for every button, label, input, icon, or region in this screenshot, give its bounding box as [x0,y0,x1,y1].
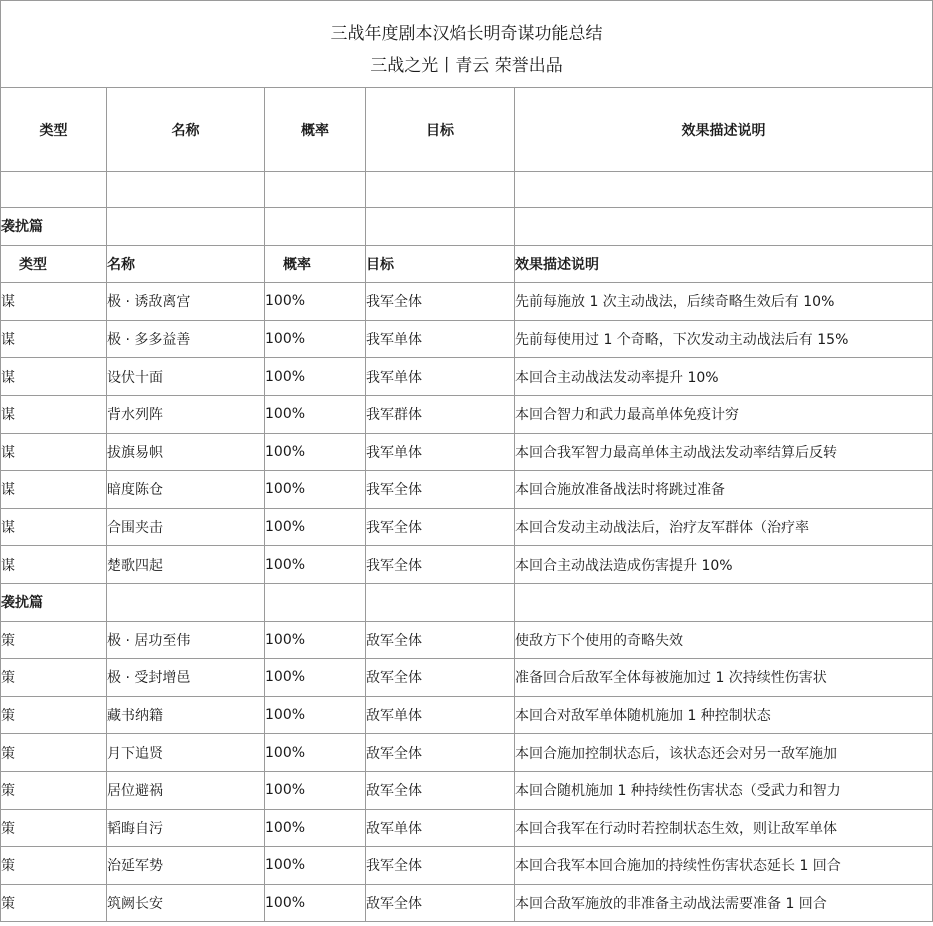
strategy-table [0,87,933,922]
table-cell [366,208,515,246]
cell-probability: 100% [265,696,366,734]
cell-description: 本回合敌军施放的非准备主动战法需要准备 1 回合 [515,884,933,922]
table-row [1,433,933,471]
table-row [1,659,933,697]
cell-target: 敌军单体 [366,809,515,847]
subheader-description: 效果描述说明 [515,245,933,283]
empty-row [1,172,933,208]
table-row [1,508,933,546]
header-name: 名称 [107,88,265,172]
cell-description: 先前每使用过 1 个奇略，下次发动主动战法后有 15% [515,320,933,358]
cell-name: 筑阙长安 [107,884,265,922]
table-cell [107,208,265,246]
cell-type: 策 [1,847,107,885]
cell-description: 本回合我军在行动时若控制状态生效，则让敌军单体 [515,809,933,847]
cell-probability: 100% [265,471,366,509]
cell-type: 策 [1,884,107,922]
sheet-subtitle: 三战之光丨青云 荣誉出品 [370,56,563,76]
cell-description: 本回合我军智力最高单体主动战法发动率结算后反转 [515,433,933,471]
cell-description: 准备回合后敌军全体每被施加过 1 次持续性伤害状 [515,659,933,697]
cell-description: 本回合随机施加 1 种持续性伤害状态（受武力和智力 [515,771,933,809]
cell-type: 谋 [1,471,107,509]
cell-name: 月下追贤 [107,734,265,772]
cell-description: 本回合施加控制状态后，该状态还会对另一敌军施加 [515,734,933,772]
title-box [0,0,933,88]
cell-target: 敌军全体 [366,659,515,697]
cell-name: 藏书纳籍 [107,696,265,734]
cell-type: 策 [1,696,107,734]
subheader-probability: 概率 [265,245,366,283]
cell-type: 谋 [1,395,107,433]
table-cell [107,172,265,208]
cell-name: 极 · 多多益善 [107,320,265,358]
cell-description: 本回合主动战法造成伤害提升 10% [515,546,933,584]
table-body [1,172,933,922]
cell-name: 背水列阵 [107,395,265,433]
cell-probability: 100% [265,433,366,471]
cell-probability: 100% [265,734,366,772]
cell-type: 谋 [1,546,107,584]
cell-description: 本回合对敌军单体随机施加 1 种控制状态 [515,696,933,734]
cell-target: 敌军单体 [366,696,515,734]
cell-probability: 100% [265,546,366,584]
table-cell [265,583,366,621]
cell-name: 暗度陈仓 [107,471,265,509]
section-row [1,583,933,621]
section-row [1,208,933,246]
cell-target: 敌军全体 [366,734,515,772]
table-row [1,395,933,433]
table-cell [515,172,933,208]
table-row [1,283,933,321]
cell-type: 策 [1,659,107,697]
header-type: 类型 [1,88,107,172]
cell-name: 拔旗易帜 [107,433,265,471]
cell-probability: 100% [265,395,366,433]
table-row [1,546,933,584]
table-cell [515,583,933,621]
header-probability: 概率 [265,88,366,172]
cell-target: 我军单体 [366,320,515,358]
table-cell [366,172,515,208]
header-target: 目标 [366,88,515,172]
table-row [1,734,933,772]
cell-target: 我军全体 [366,283,515,321]
header-description: 效果描述说明 [515,88,933,172]
table-row [1,884,933,922]
cell-probability: 100% [265,283,366,321]
table-row [1,320,933,358]
cell-probability: 100% [265,847,366,885]
table-row [1,471,933,509]
cell-name: 居位避祸 [107,771,265,809]
cell-probability: 100% [265,771,366,809]
table-cell [107,583,265,621]
cell-target: 敌军全体 [366,771,515,809]
cell-name: 极 · 诱敌离宫 [107,283,265,321]
cell-description: 本回合施放准备战法时将跳过准备 [515,471,933,509]
cell-name: 极 · 居功至伟 [107,621,265,659]
cell-probability: 100% [265,320,366,358]
cell-probability: 100% [265,358,366,396]
cell-description: 本回合我军本回合施加的持续性伤害状态延长 1 回合 [515,847,933,885]
cell-name: 楚歌四起 [107,546,265,584]
cell-name: 治延军势 [107,847,265,885]
cell-description: 本回合智力和武力最高单体免疫计穷 [515,395,933,433]
cell-target: 我军单体 [366,433,515,471]
cell-type: 策 [1,771,107,809]
cell-probability: 100% [265,809,366,847]
cell-type: 策 [1,621,107,659]
table-row [1,696,933,734]
cell-target: 敌军全体 [366,884,515,922]
cell-target: 我军单体 [366,358,515,396]
cell-target: 敌军全体 [366,621,515,659]
cell-description: 本回合发动主动战法后，治疗友军群体（治疗率 [515,508,933,546]
cell-name: 极 · 受封增邑 [107,659,265,697]
cell-description: 先前每施放 1 次主动战法，后续奇略生效后有 10% [515,283,933,321]
cell-target: 我军全体 [366,508,515,546]
cell-type: 策 [1,809,107,847]
cell-target: 我军群体 [366,395,515,433]
cell-name: 韬晦自污 [107,809,265,847]
cell-type: 谋 [1,358,107,396]
sheet-title: 三战年度剧本汉焰长明奇谋功能总结 [330,24,603,44]
table-cell [1,172,107,208]
cell-probability: 100% [265,884,366,922]
subheader-name: 名称 [107,245,265,283]
table-cell [515,208,933,246]
cell-type: 谋 [1,320,107,358]
table-header-row [1,88,933,172]
cell-probability: 100% [265,621,366,659]
cell-target: 我军全体 [366,847,515,885]
cell-type: 谋 [1,433,107,471]
section-label: 袭扰篇 [1,583,107,621]
subheader-type: 类型 [1,245,107,283]
table-row [1,847,933,885]
cell-name: 合围夹击 [107,508,265,546]
cell-probability: 100% [265,508,366,546]
cell-type: 策 [1,734,107,772]
section-label: 袭扰篇 [1,208,107,246]
cell-target: 我军全体 [366,471,515,509]
table-cell [265,208,366,246]
subheader-target: 目标 [366,245,515,283]
table-row [1,358,933,396]
cell-type: 谋 [1,283,107,321]
table-cell [366,583,515,621]
cell-probability: 100% [265,659,366,697]
cell-target: 我军全体 [366,546,515,584]
cell-description: 本回合主动战法发动率提升 10% [515,358,933,396]
cell-description: 使敌方下个使用的奇略失效 [515,621,933,659]
table-row [1,771,933,809]
sub-header-row [1,245,933,283]
table-row [1,809,933,847]
cell-name: 设伏十面 [107,358,265,396]
cell-type: 谋 [1,508,107,546]
table-row [1,621,933,659]
table-cell [265,172,366,208]
